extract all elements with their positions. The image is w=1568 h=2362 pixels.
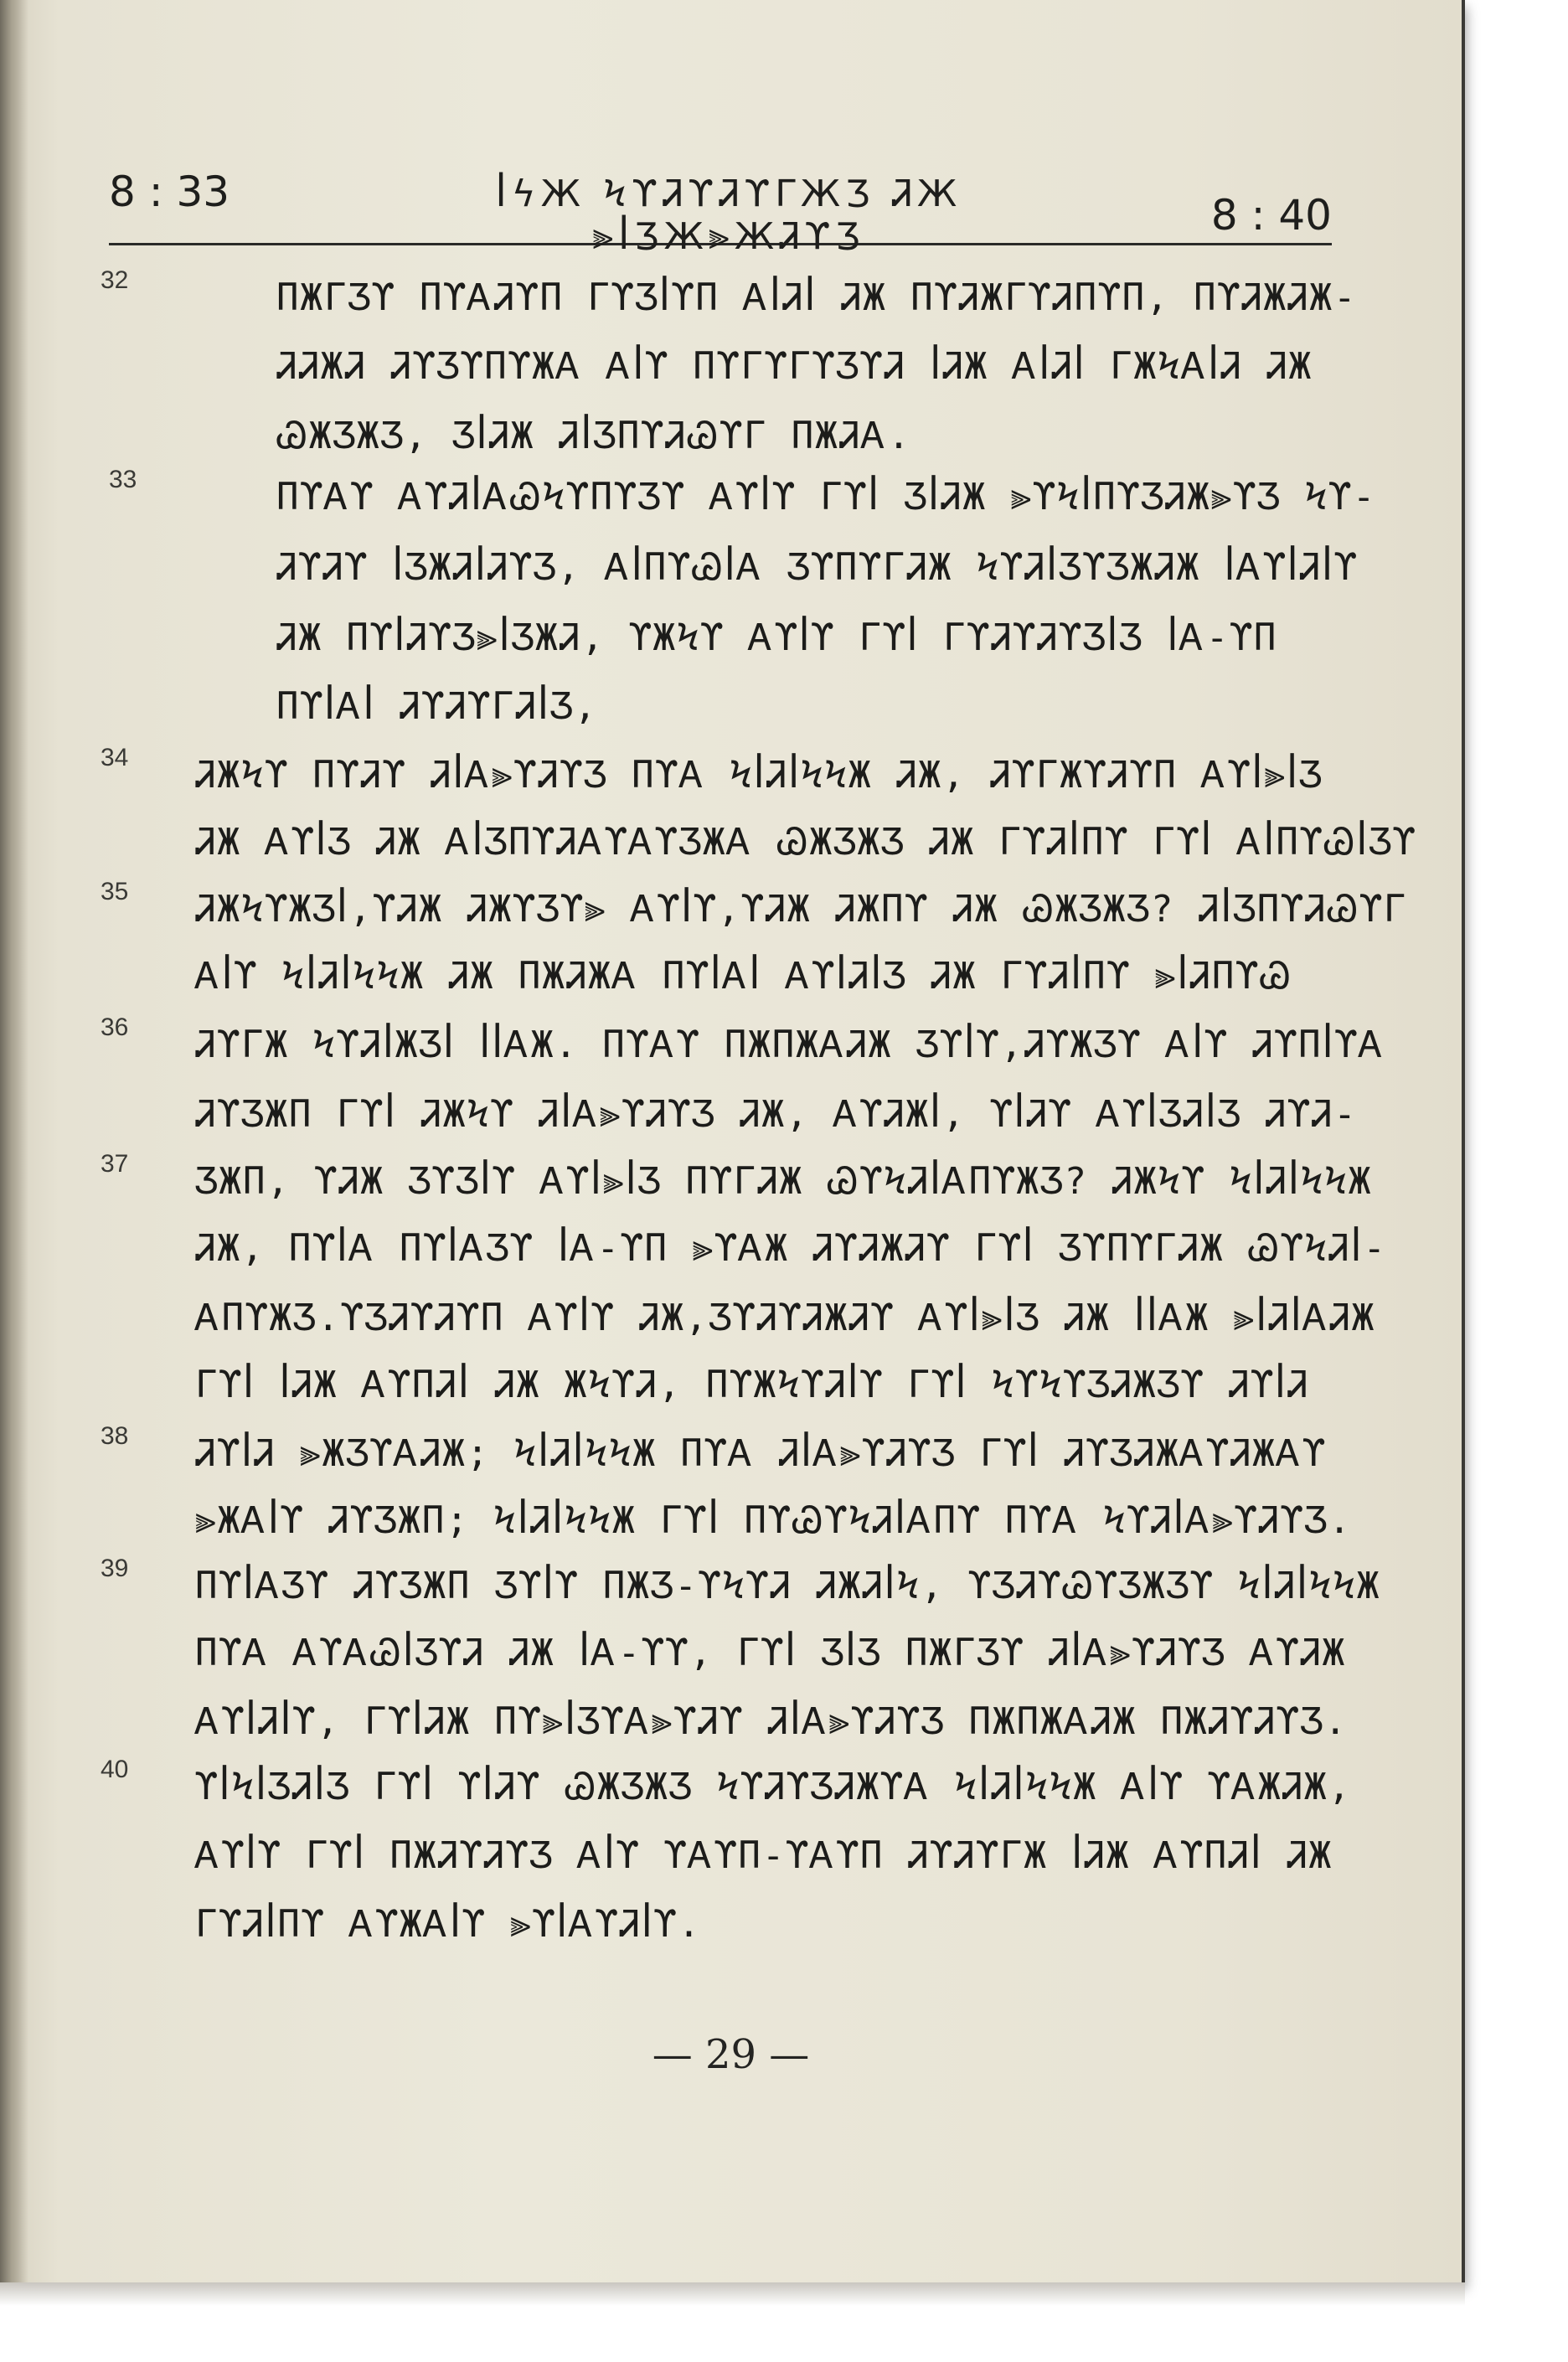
page-number: — 29 — [652, 2031, 810, 2078]
verse-line: ƷЖΠ, ϒᏘЖ ƷϒƷꟾϒ Ꭺϒꟾ⫸ꟾƷ ΠϒΓᏘЖ ᏊϒϞᏘꟾᎪΠϒЖƷ? ᏘЖϞϒ ϞꟾᏘꟾϞϞЖ [195, 1160, 1373, 1203]
verse-number: 40 [101, 1756, 129, 1783]
verse-line: ᎪϒꟾᏘꟾϒ, ΓϒꟾᏘЖ Πϒ⫸ꟾƷϒᎪ⫸ϒᏘϒ ᏘꟾᎪ⫸ϒᏘϒƷ ΠЖΠЖᎪᏘЖ ΠЖᏘϒᏘϒƷ. [195, 1700, 1349, 1743]
header-title: ꟾϟЖ ϞϒᏘϒᏘϒΓЖƷ ᏘЖ ⫸ꟾƷЖ⫸ЖᏘϒƷ [495, 173, 962, 258]
verse-number: 35 [101, 878, 129, 905]
verse-line: ᏘϒƷЖΠ Γϒꟾ ᏘЖϞϒ ᏘꟾᎪ⫸ϒᏘϒƷ ᏘЖ, ᎪϒᏘЖꟾ, ϒꟾᏘϒ ᎪϒꟾƷᏘꟾƷ ᏘϒᏘ- [195, 1093, 1358, 1136]
verse-line: ΠϒꟾᎪꟾ ᏘϒᏘϒΓᏘꟾƷ, [276, 685, 598, 728]
verse-line: ᏘϒꟾᏘ ⫸ЖƷϒᎪᏘЖ; ϞꟾᏘꟾϞϞЖ ΠϒᎪ ᏘꟾᎪ⫸ϒᏘϒƷ Γϒꟾ ᏘϒƷᏘЖᎪϒᏘЖᎪϒ [195, 1432, 1327, 1475]
verse-number: 37 [101, 1150, 129, 1178]
verse-line: ᏘЖ ΠϒꟾᏘϒƷ⫸ꟾƷЖᏘ, ϒЖϞϒ Ꭺϒꟾϒ Γϒꟾ ΓϒᏘϒᏘϒƷꟾƷ ꟾᎪ-ϒΠ [276, 616, 1278, 659]
verse-number: 36 [101, 1013, 129, 1041]
verse-line: Ꭺꟾϒ ϞꟾᏘꟾϞϞЖ ᏘЖ ΠЖᏘЖᎪ ΠϒꟾᎪꟾ ᎪϒꟾᏘꟾƷ ᏘЖ ΓϒᏘꟾΠϒ ⫸ꟾᏘΠϒᏊ [195, 955, 1292, 998]
verse-line: ΠϒꟾᎪƷϒ ᏘϒƷЖΠ Ʒϒꟾϒ ΠЖƷ-ϒϞϒᏘ ᏘЖᏘꟾϞ, ϒƷᏘϒᏊϒƷЖƷϒ ϞꟾᏘꟾϞϞЖ [195, 1565, 1381, 1607]
verse-line: ᏘϒᏘϒ ꟾƷЖᏘꟾᏘϒƷ, ᎪꟾΠϒᏊꟾᎪ ƷϒΠϒΓᏘЖ ϞϒᏘꟾƷϒƷЖᏘЖ ꟾᎪϒꟾᏘꟾϒ [276, 546, 1359, 589]
page-bottom-edge [0, 2282, 1465, 2306]
verse-line: ΓϒᏘꟾΠϒ ᎪϒЖᎪꟾϒ ⫸ϒꟾᎪϒᏘꟾϒ. [195, 1903, 702, 1946]
verse-line: ΠϒᎪϒ ᎪϒᏘꟾᎪᏊϞϒΠϒƷϒ Ꭺϒꟾϒ Γϒꟾ ƷꟾᏘЖ ⫸ϒϞꟾΠϒƷᏘЖ⫸ϒƷ Ϟϒ- [276, 476, 1377, 518]
verse-line: ᏊЖƷЖƷ, ƷꟾᏘЖ ᏘꟾƷΠϒᏘᏊϒΓ ΠЖᏘᎪ. [276, 415, 912, 457]
verse-number: 34 [101, 744, 129, 771]
verse-line: ⫸ЖᎪꟾϒ ᏘϒƷЖΠ; ϞꟾᏘꟾϞϞЖ Γϒꟾ ΠϒᏊϒϞᏘꟾᎪΠϒ ΠϒᎪ ϞϒᏘꟾᎪ⫸ϒᏘϒƷ. [195, 1499, 1353, 1542]
page-edge-shadow [1462, 0, 1465, 2282]
book-binding-edge [0, 0, 28, 2282]
verse-line: Γϒꟾ ꟾᏘЖ ᎪϒΠᏘꟾ ᏘЖ ЖϞϒᏘ, ΠϒЖϞϒᏘꟾϒ Γϒꟾ ϞϒϞϒƷᏘЖƷϒ ᏘϒꟾᏘ [195, 1364, 1310, 1406]
verse-line: ΠϒᎪ ᎪϒᎪᏊꟾƷϒᏘ ᏘЖ ꟾᎪ-ϒϒ, Γϒꟾ ƷꟾƷ ΠЖΓƷϒ ᏘꟾᎪ⫸ϒᏘϒƷ ᎪϒᏘЖ [195, 1632, 1347, 1674]
verse-line: ᏘЖϞϒ ΠϒᏘϒ ᏘꟾᎪ⫸ϒᏘϒƷ ΠϒᎪ ϞꟾᏘꟾϞϞЖ ᏘЖ, ᏘϒΓЖϒᏘϒΠ Ꭺϒꟾ⫸ꟾƷ [195, 754, 1323, 797]
verse-number: 39 [101, 1555, 129, 1582]
header-left-reference: 8 : 33 [109, 168, 230, 216]
verse-line: Ꭺϒꟾϒ Γϒꟾ ΠЖᏘϒᏘϒƷ Ꭺꟾϒ ϒᎪϒΠ-ϒᎪϒΠ ᏘϒᏘϒΓЖ ꟾᏘЖ ᎪϒΠᏘꟾ ᏘЖ [195, 1834, 1333, 1877]
verse-number: 33 [109, 466, 137, 493]
verse-line: ΠЖΓƷϒ ΠϒᎪᏘϒΠ ΓϒƷꟾϒΠ ᎪꟾᏘꟾ ᏘЖ ΠϒᏘЖΓϒᏘΠϒΠ, ΠϒᏘЖᏘЖ- [276, 276, 1358, 319]
verse-line: ᏘЖ, ΠϒꟾᎪ ΠϒꟾᎪƷϒ ꟾᎪ-ϒΠ ⫸ϒᎪЖ ᏘϒᏘЖᏘϒ Γϒꟾ ƷϒΠϒΓᏘЖ ᏊϒϞᏘꟾ- [195, 1227, 1387, 1270]
header-right-reference: 8 : 40 [1210, 191, 1332, 240]
verse-line: ᏘᏘЖᏘ ᏘϒƷϒΠϒЖᎪ Ꭺꟾϒ ΠϒΓϒΓϒƷϒᏘ ꟾᏘЖ ᎪꟾᏘꟾ ΓЖϞᎪꟾᏘ ᏘЖ [276, 345, 1313, 388]
verse-number: 32 [101, 266, 129, 294]
verse-line: ᏘϒΓЖ ϞϒᏘꟾЖƷꟾ ꟾꟾᎪЖ. ΠϒᎪϒ ΠЖΠЖᎪᏘЖ Ʒϒꟾϒ,ᏘϒЖƷϒ Ꭺꟾϒ ᏘϒΠꟾϒᎪ [195, 1024, 1385, 1066]
verse-number: 38 [101, 1422, 129, 1450]
verse-line: ᎪΠϒЖƷ.ϒƷᏘϒᏘϒΠ Ꭺϒꟾϒ ᏘЖ,ƷϒᏘϒᏘЖᏘϒ Ꭺϒꟾ⫸ꟾƷ ᏘЖ ꟾꟾᎪЖ ⫸ꟾᏘꟾᎪᏘЖ [195, 1297, 1376, 1339]
verse-line: ᏘЖϞϒЖƷꟾ,ϒᏘЖ ᏘЖϒƷϒ⫸ Ꭺϒꟾϒ,ϒᏘЖ ᏘЖΠϒ ᏘЖ ᏊЖƷЖƷ? ᏘꟾƷΠϒᏘᏊϒΓ [195, 888, 1408, 931]
running-header [109, 168, 1332, 258]
verse-line: ᏘЖ ᎪϒꟾƷ ᏘЖ ᎪꟾƷΠϒᏘᎪϒᎪϒƷЖᎪ ᏊЖƷЖƷ ᏘЖ ΓϒᏘꟾΠϒ Γϒꟾ ᎪꟾΠϒᏊꟾƷϒ [195, 821, 1417, 864]
verse-line: ϒꟾϞꟾƷᏘꟾƷ Γϒꟾ ϒꟾᏘϒ ᏊЖƷЖƷ ϞϒᏘϒƷᏘЖϒᎪ ϞꟾᏘꟾϞϞЖ Ꭺꟾϒ ϒᎪЖᏘЖ, [195, 1766, 1353, 1808]
